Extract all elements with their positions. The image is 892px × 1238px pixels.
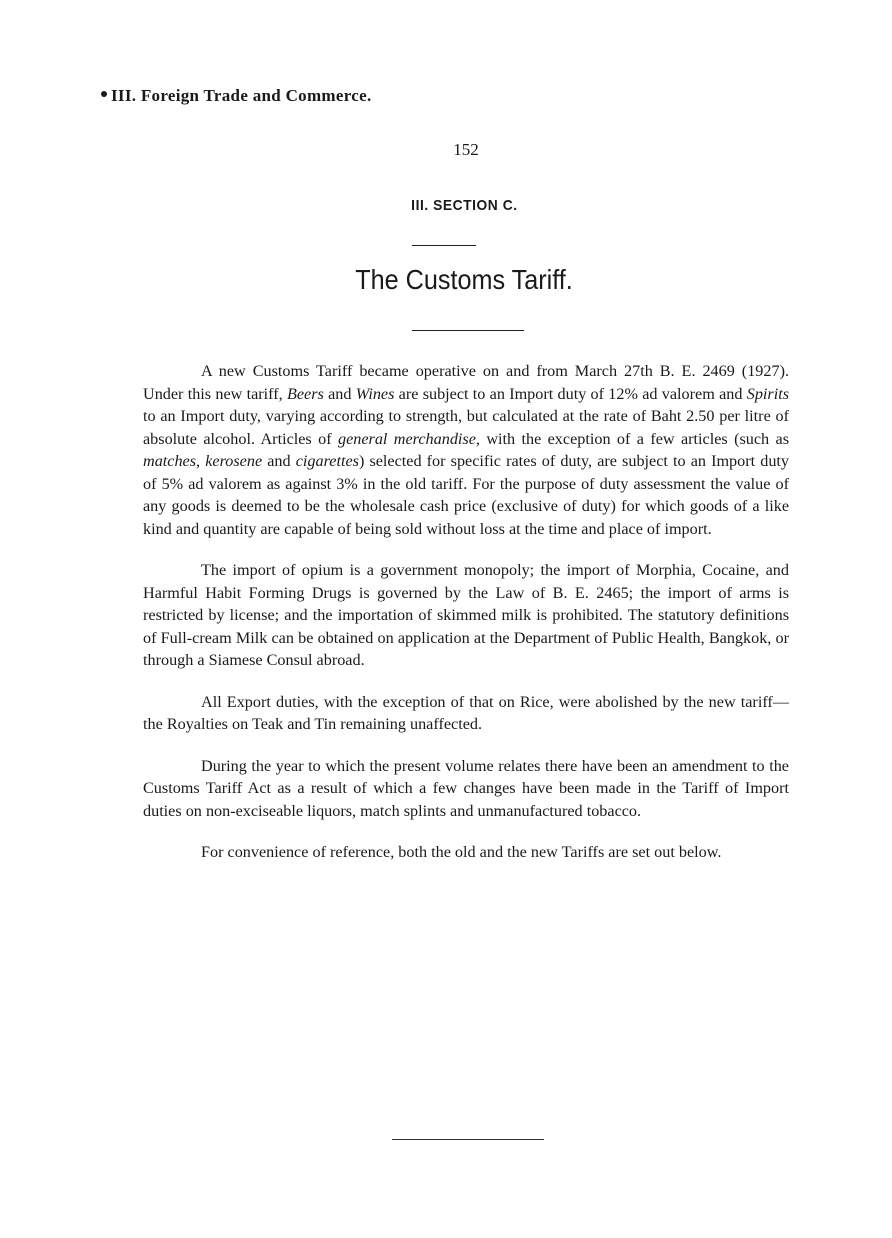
running-head xyxy=(101,86,372,106)
paragraph-4 xyxy=(143,755,789,823)
text-run: to an Import duty, varying according to strength, but calculated at the rate of Baht 2.50 per litre of absolute alcohol. Articles of xyxy=(143,407,789,448)
text-run: , xyxy=(196,452,206,470)
text-run: are subject to an Import duty of 12% ad valorem and xyxy=(394,384,747,403)
paragraph-5 xyxy=(143,841,789,864)
section-label: III. SECTION C. xyxy=(411,197,518,214)
italic-term: Spirits xyxy=(746,384,789,403)
body-text xyxy=(143,360,789,883)
italic-term: Wines xyxy=(355,384,395,403)
footer-rule xyxy=(392,1139,544,1140)
paragraph-2 xyxy=(143,559,789,672)
text-run: All Export duties, with the exception of that on Rice, were abolished by the new tariff—the Royalties on Teak and Tin remaining unaffected. xyxy=(143,692,789,733)
text-run: ) selected for specific rates of duty, are subject to an Import duty of 5% ad valorem as against 3% in the old tariff. For the purpose of duty assessment the value of any goods is deemed to be the wholesale cash price (exclusive of duty) for which goods of a like kind and quantity are capable of being sold without loss at the time and place of import. xyxy=(143,452,790,538)
italic-term: kerosene xyxy=(205,452,263,470)
bullet-mark xyxy=(101,91,107,97)
italic-term: Beers xyxy=(286,384,324,403)
running-head-text: III. Foreign Trade and Commerce. xyxy=(111,86,372,105)
page-title: The Customs Tariff. xyxy=(355,264,573,295)
text-run: During the year to which the present volume relates there have been an amendment to the Customs Tariff Act as a result of which a few changes have been made in the Tariff of Import duties on non-exciseable liquors, match splints and unmanufactured tobacco. xyxy=(143,756,789,820)
text-run: and xyxy=(323,384,356,403)
text-run: A new Customs Tariff became operative on and from March 27th B. E. 2469 (1927). Under this new tariff, xyxy=(143,362,789,403)
rule-under-title xyxy=(412,330,524,331)
text-run: , with the exception of a few articles (such as xyxy=(475,429,789,448)
text-run: The import of opium is a government monopoly; the import of Morphia, Cocaine, and Harmful Habit Forming Drugs is governed by the Law of B. E. 2465; the import of arms is restricted by license; and the importation of skimmed milk is prohibited. The statutory definitions of Full-cream Milk can be obtained on application at the Department of Public Health, Bangkok, or through a Siamese Consul abroad. xyxy=(143,561,789,669)
page-number: 152 xyxy=(453,140,479,159)
text-run: and xyxy=(262,452,296,470)
rule-under-section xyxy=(412,245,476,246)
text-run: For convenience of reference, both the old and the new Tariffs are set out below. xyxy=(201,843,722,861)
italic-term: matches xyxy=(143,452,197,470)
paragraph-1 xyxy=(143,360,789,540)
italic-term: general merchandise xyxy=(337,429,476,448)
italic-term: cigarettes xyxy=(295,452,359,470)
paragraph-3 xyxy=(143,691,789,736)
